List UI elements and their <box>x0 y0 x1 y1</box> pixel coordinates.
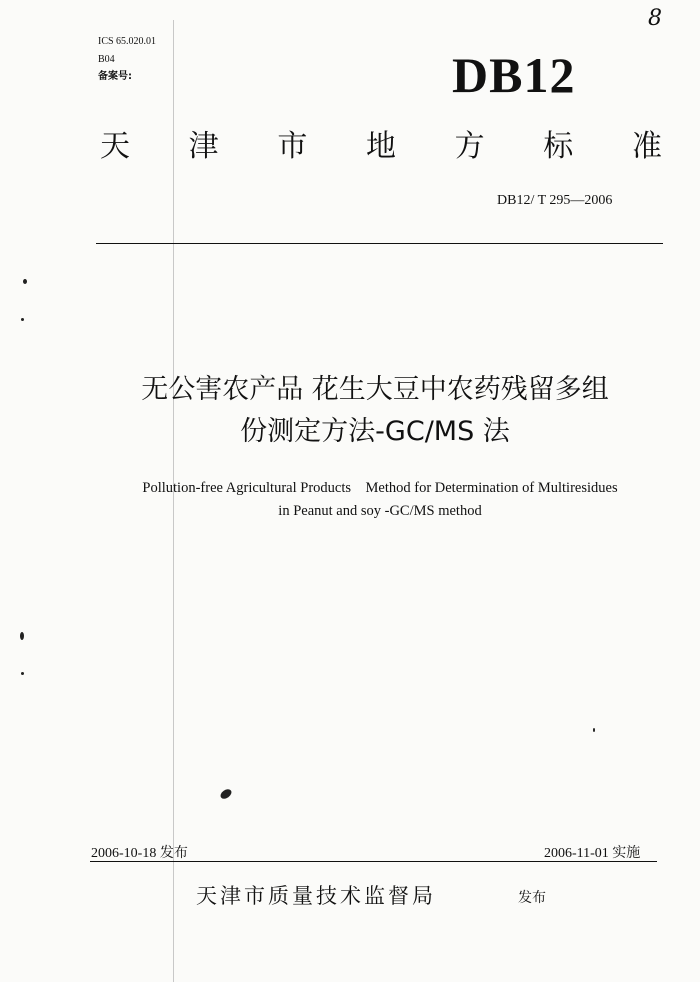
standard-type-char: 标 <box>543 129 574 164</box>
standard-type-char: 市 <box>277 129 308 164</box>
scan-speck <box>21 672 24 675</box>
standard-type-char: 准 <box>631 129 662 164</box>
title-cn-line1: 无公害农产品 花生大豆中农药残留多组 <box>141 374 609 405</box>
category-code: B04 <box>98 54 115 65</box>
standard-number: DB12/ T 295—2006 <box>497 193 613 208</box>
implement-date: 2006-11-01 实施 <box>544 846 641 861</box>
scan-speck <box>23 279 27 284</box>
header-divider <box>96 243 663 244</box>
footer-divider <box>90 861 657 862</box>
scan-speck <box>219 787 233 800</box>
handwritten-mark: 8 <box>648 6 662 31</box>
standard-type-heading <box>100 129 662 164</box>
scan-fold-line <box>173 20 174 982</box>
filing-label: 备案号: <box>98 71 132 82</box>
standard-type-char: 方 <box>454 129 485 164</box>
issuing-suffix: 发布 <box>518 890 546 906</box>
issuing-authority: 天津市质量技术监督局 <box>196 884 436 908</box>
scan-speck <box>21 318 24 321</box>
standard-type-char: 地 <box>365 129 396 164</box>
ics-code: ICS 65.020.01 <box>98 36 157 47</box>
standard-type-char: 津 <box>188 129 219 164</box>
standard-code-logo: DB12 <box>452 47 576 103</box>
title-en-line2: in Peanut and soy -GC/MS method <box>278 503 482 519</box>
scan-speck <box>20 632 24 640</box>
title-en-line1: Pollution-free Agricultural Products Method for Determination of Multiresidues <box>142 480 618 496</box>
issue-date: 2006-10-18 发布 <box>91 846 188 861</box>
scan-speck <box>593 728 595 732</box>
standard-type-char: 天 <box>100 129 130 164</box>
title-cn-line2: 份测定方法-GC/MS 法 <box>240 416 510 447</box>
